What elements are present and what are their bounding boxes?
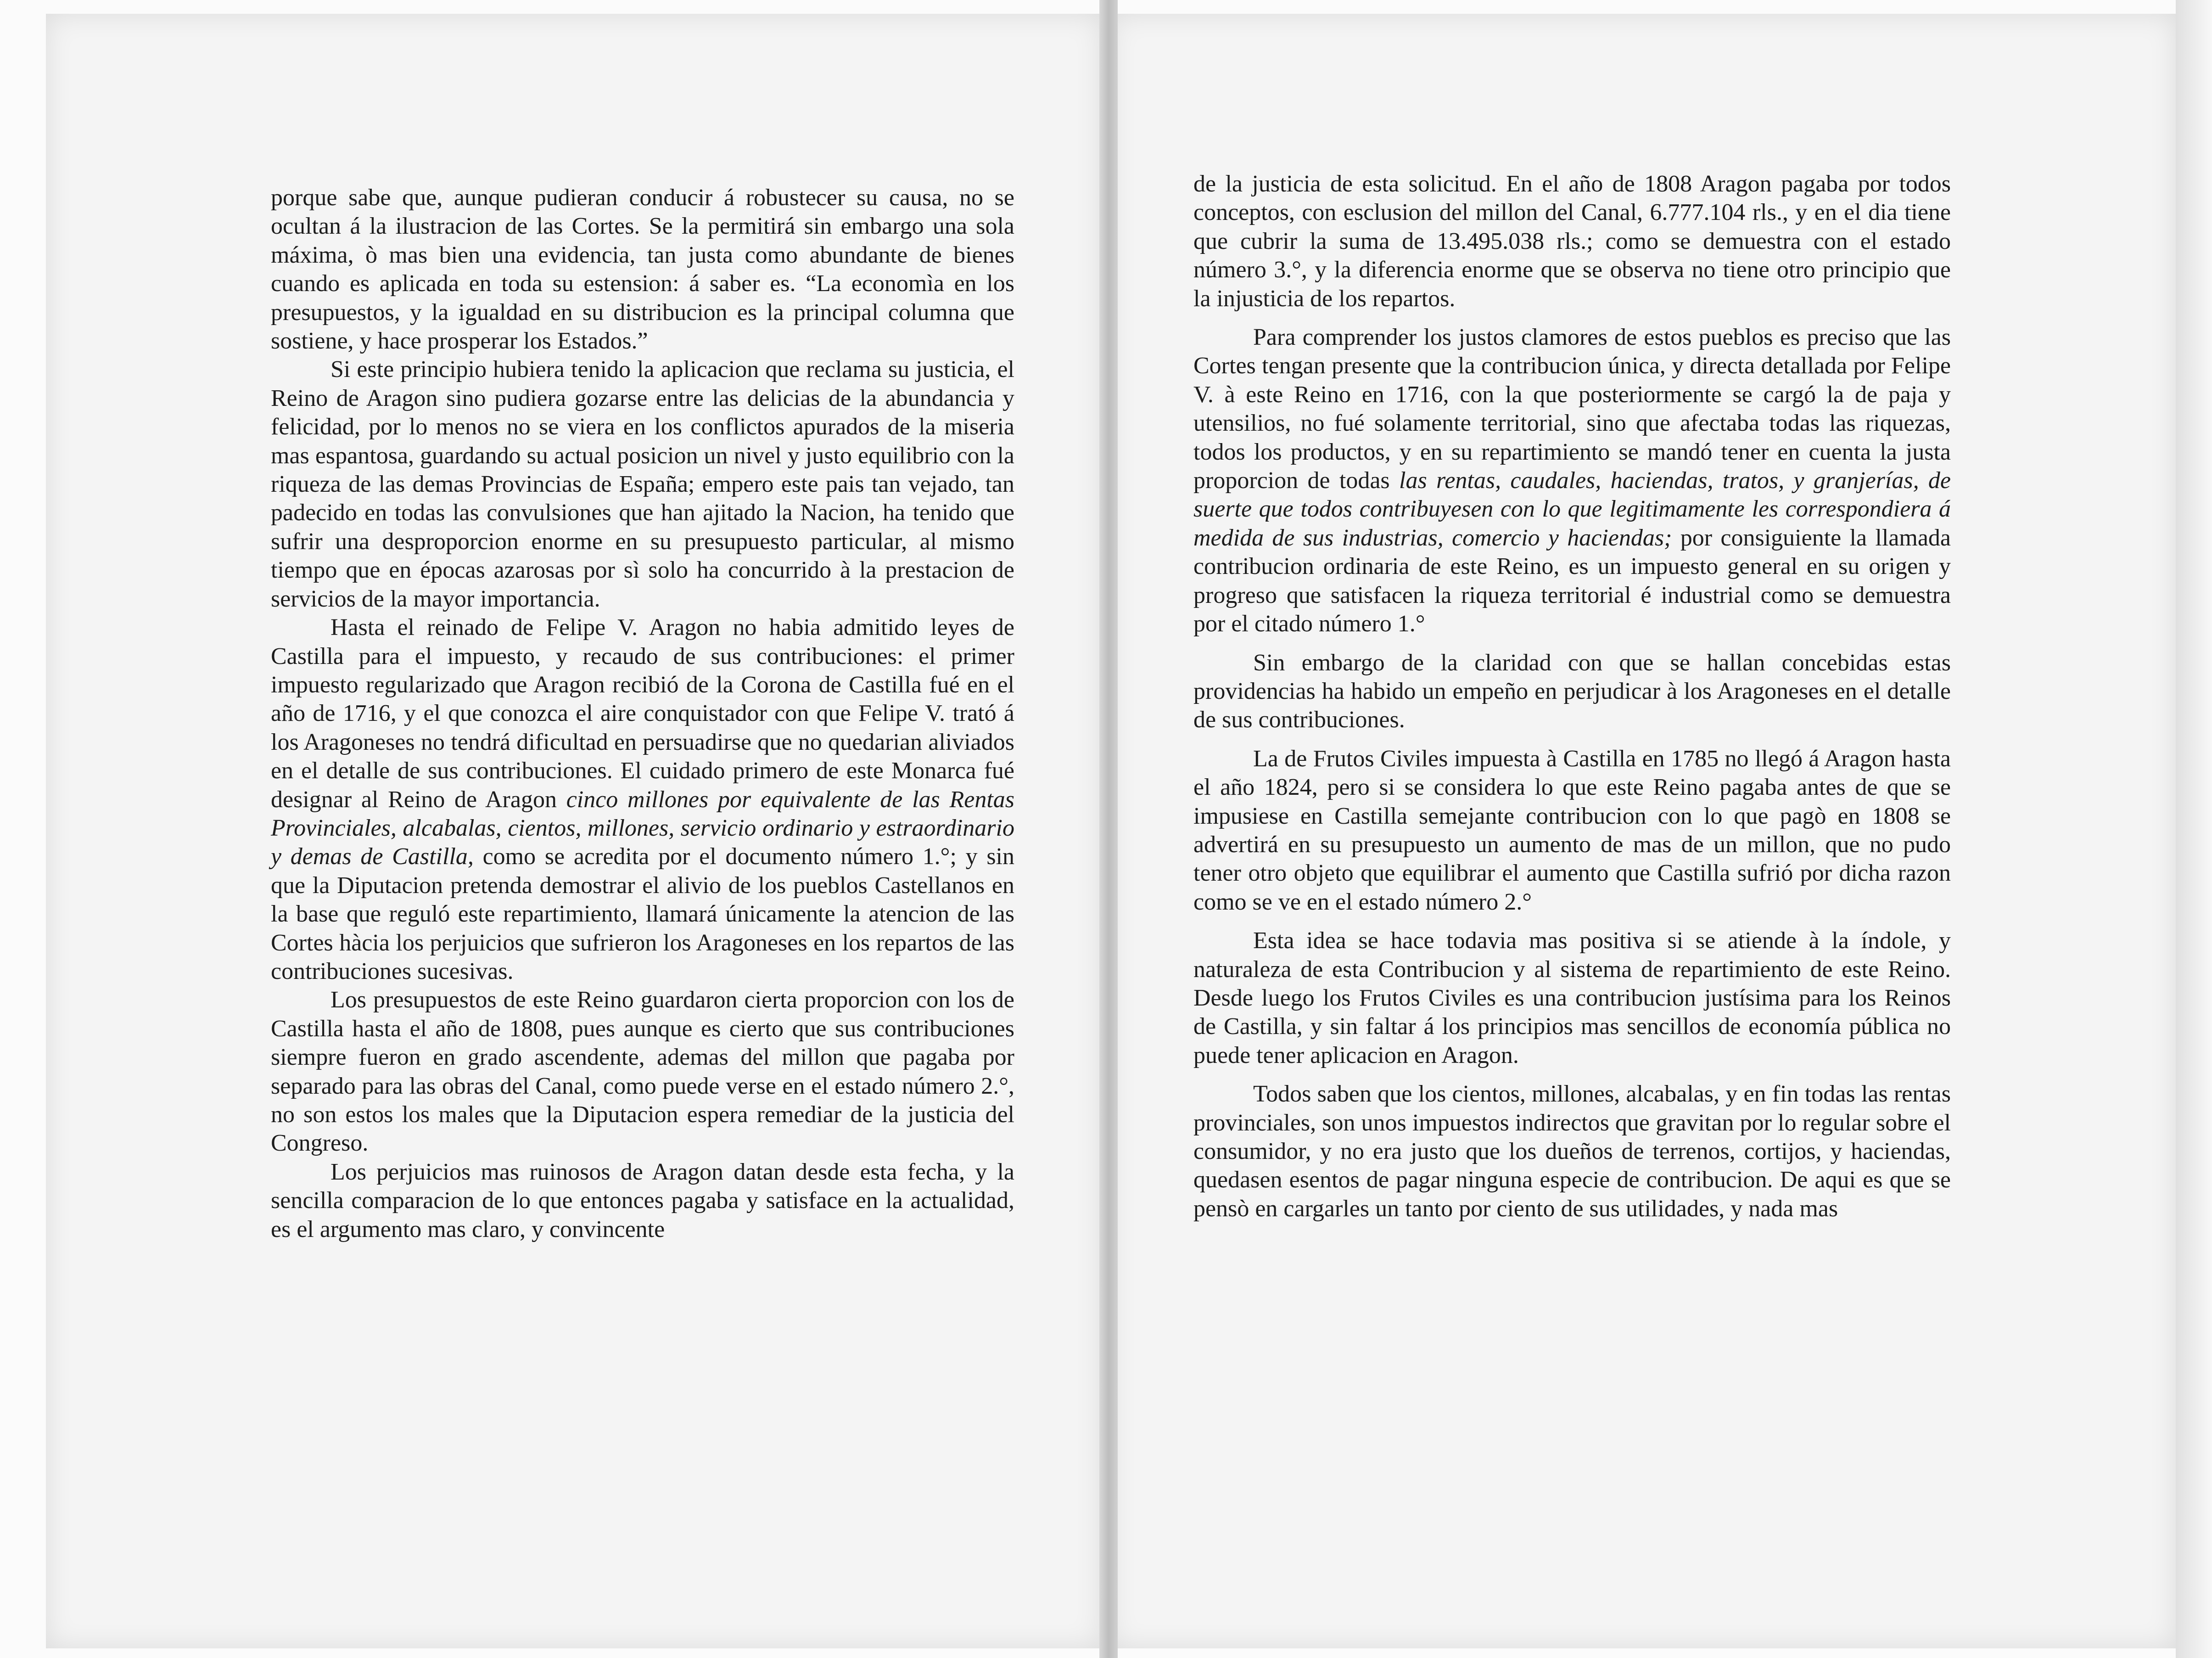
paragraph: Esta idea se hace todavia mas positiva si se atiende à la índole, y naturaleza de esta Contribucion y al sistema de repartimiento de este Reino. Desde luego los Frutos Civiles es una contribucion justísima para los Reinos de Castilla, y sin faltar á los principios mas sencillos de economía pública no puede tener aplicacion en Aragon.: [1193, 927, 1951, 1068]
paragraph: [271, 613, 1014, 986]
paragraph: de la justicia de esta solicitud. En el año de 1808 Aragon pagaba por todos conceptos, con esclusion del millon del Canal, 6.777.104 rls., y en el dia tiene que cubrir la suma de 13.495.038 rls.; como se demuestra con el estado número 3.°, y la diferencia enorme que se observa no tiene otro principio que la injusticia de los repartos.: [1193, 171, 1951, 312]
paragraph: porque sabe que, aunque pudieran conducir á robustecer su causa, no se ocultan á la ilustracion de las Cortes. Se la permitirá sin embargo una sola máxima, ò mas bien una evidencia, tan justa como abundante de bienes cuando es aplicada en toda su estension: á saber es. “La economìa en los presupuestos, y la igualdad en su distribucion es la principal columna que sostiene, y hace prosperar los Estados.”: [271, 185, 1014, 354]
italic-phrase: cinco millones por equivalente de las Rentas Provinciales, alcabalas, cientos, millones, servicio ordinario y estraordinario y demas de Castilla,: [271, 786, 1015, 870]
paragraph: Todos saben que los cientos, millones, alcabalas, y en fin todas las rentas provinciales, son unos impuestos indirectos que gravitan por lo regular sobre el consumidor, y no era justo que los dueños de terrenos, cortijos, y haciendas, quedasen esentos de pagar ninguna especie de contribucion. De aqui es que se pensò en cargarles un tanto por ciento de sus utilidades, y nada mas: [1193, 1081, 1951, 1222]
paragraph: Sin embargo de la claridad con que se hallan concebidas estas providencias ha habido un empeño en perjudicar à los Aragoneses en el detalle de sus contribuciones.: [1193, 649, 1951, 733]
paragraph: La de Frutos Civiles impuesta à Castilla en 1785 no llegó á Aragon hasta el año 1824, pero si se considera lo que este Reino pagaba antes de que se impusiese en Castilla semejante contribucion con lo que pagò en 1808 se advertirá en su presupuesto un aumento de mas de un millon, que no pudo tener otro objeto que equilibrar el aumento que Castilla sufrió por dicha razon como se ve en el estado número 2.°: [1193, 745, 1951, 915]
book-gutter: [1099, 0, 1118, 1658]
paragraph: Si este principio hubiera tenido la aplicacion que reclama su justicia, el Reino de Aragon sino pudiera gozarse entre las delicias de la abundancia y felicidad, por lo menos no se viera en los conflictos apurados de la miseria mas espantosa, guardando su actual posicion un nivel y justo equilibrio con la riqueza de las demas Provincias de España; empero este pais tan vejado, tan padecido en todas las convulsiones que han ajitado la Nacion, ha tenido que sufrir una desproporcion enorme en su presupuesto particular, al mismo tiempo que en épocas azarosas por sì solo ha concurrido à la prestacion de servicios de la mayor importancia.: [271, 356, 1014, 612]
italic-phrase: las rentas, caudales, haciendas, tratos, y granjerías, de suerte que todos contribuyesen con lo que legitimamente les correspondiera á medida de sus industrias, comercio y haciendas;: [1193, 467, 1951, 551]
page-edge: [2176, 0, 2212, 1658]
paragraph-text: como se acredita por el documento número 1.°; y sin que la Diputacion pretenda demostrar el alivio de los pueblos Castellanos en la base que reguló este repartimiento, llamará únicamente la atencion de las Cortes hàcia los perjuicios que sufrieron los Aragoneses en los repartos de las contribuciones sucesivas.: [271, 843, 1015, 984]
paragraph: [1193, 323, 1951, 638]
paragraph-text: Hasta el reinado de Felipe V. Aragon no habia admitido leyes de Castilla para el impuesto, y recaudo de sus contribuciones: el primer impuesto regularizado que Aragon recibió de la Corona de Castilla fué en el año de 1716, y el que conozca el aire conquistador con que Felipe V. trató á los Aragoneses no tendrá dificultad en persuadirse que no quedarian aliviados en el detalle de sus contribuciones. El cuidado primero de este Monarca fué designar al Reino de Aragon: [271, 614, 1014, 813]
left-page-text: [271, 184, 1014, 1244]
paragraph: Los perjuicios mas ruinosos de Aragon datan desde esta fecha, y la sencilla comparacion de lo que entonces pagaba y satisface en la actualidad, es el argumento mas claro, y convincente: [271, 1158, 1014, 1242]
paragraph-text: por consiguiente la llamada contribucion ordinaria de este Reino, es un impuesto general en su origen y progreso que satisfacen la riqueza territorial é industrial como se demuestra por el citado número 1.°: [1193, 524, 1951, 637]
paragraph-text: Para comprender los justos clamores de estos pueblos es preciso que las Cortes tengan presente que la contribucion única, y directa detallada por Felipe V. à este Reino en 1716, con la que posteriormente se cargó la de paja y utensilios, no fué solamente territorial, sino que afectaba todas las riquezas, todos los productos, y en su repartimiento se mandó tener en cuenta la justa proporcion de todas: [1193, 324, 1951, 494]
paragraph: Los presupuestos de este Reino guardaron cierta proporcion con los de Castilla hasta el año de 1808, pues aunque es cierto que sus contribuciones siempre fueron en grado ascendente, ademas del millon que pagaba por separado para las obras del Canal, como puede verse en el estado número 2.°, no son estos los males que la Diputacion espera remediar de la justicia del Congreso.: [271, 987, 1014, 1157]
right-page-text: [1193, 170, 1951, 1223]
